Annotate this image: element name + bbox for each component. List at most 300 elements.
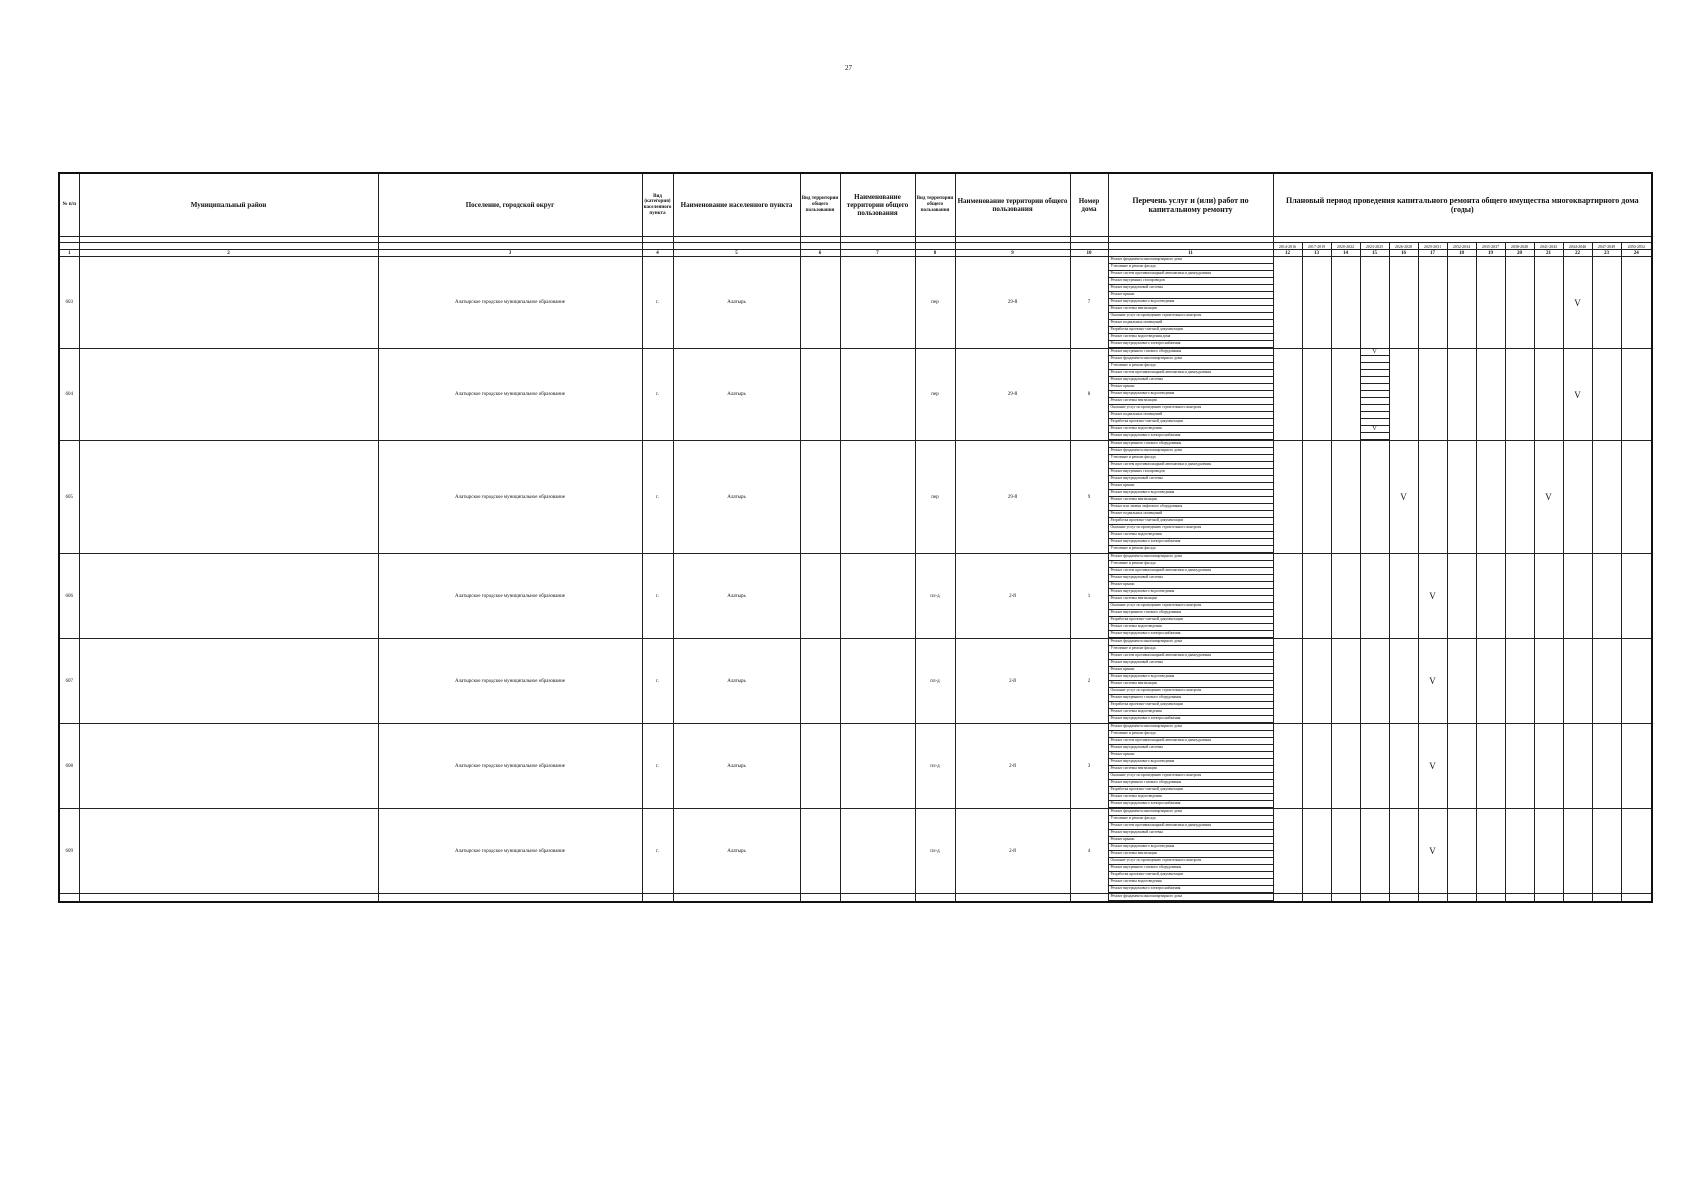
period-cell [1360, 809, 1389, 894]
year-range-cell: 2014-2016 [1273, 243, 1302, 250]
row-number: 605 [59, 441, 79, 554]
work-item: Ремонт фундамента многоквартирного дома [1109, 448, 1273, 455]
work-item: Ремонт фундамента многоквартирного дома [1109, 356, 1273, 363]
year-range-cell: 2041-2043 [1534, 243, 1563, 250]
work-item: Ремонт фундамента многоквартирного дома [1109, 554, 1273, 561]
year-range-cell: 2044-2046 [1563, 243, 1592, 250]
column-number-cell: 23 [1592, 250, 1621, 257]
work-item: Ремонт внутридомового водоотведения [1109, 589, 1273, 596]
period-cell [1592, 639, 1621, 724]
row-street-kind: пл-д [915, 809, 955, 894]
row-house-number: 4 [1070, 809, 1108, 894]
period-cell [1389, 894, 1418, 903]
period-cell [1302, 809, 1331, 894]
work-item: Утепление и ремонт фасада [1109, 455, 1273, 462]
period-cell [1302, 554, 1331, 639]
row-number: 609 [59, 809, 79, 894]
row-house-number: 3 [1070, 724, 1108, 809]
row-house-number: 2 [1070, 639, 1108, 724]
row-number: 604 [59, 349, 79, 441]
row-locality: Алатырь [673, 809, 800, 894]
row-house-number: 9 [1070, 441, 1108, 554]
work-item: Ремонт системы водоотведения [1109, 532, 1273, 539]
row-works-list [1108, 441, 1273, 554]
work-item: Ремонт внутридомового водоотведения [1109, 490, 1273, 497]
period-cell [1360, 554, 1389, 639]
period-cell [1476, 809, 1505, 894]
year-range-cell: 2026-2028 [1389, 243, 1418, 250]
work-item: Ремонт внутридомового электроснабжения [1109, 539, 1273, 546]
period-cell [1389, 554, 1418, 639]
table-row [59, 724, 1652, 809]
work-item: Оказание услуг по проведению строительного контроля [1109, 405, 1273, 412]
period-cell [1273, 639, 1302, 724]
column-number-cell: 19 [1476, 250, 1505, 257]
work-item: Разработка проектно-сметной документации [1109, 872, 1273, 879]
work-item: Ремонт систем противопожарной автоматики и дымоудаления [1109, 370, 1273, 377]
period-cell [1447, 554, 1476, 639]
table-row [59, 349, 1652, 441]
period-mark-cell: V [1563, 257, 1592, 349]
column-number-cell: 15 [1360, 250, 1389, 257]
period-cell [1389, 809, 1418, 894]
period-cell [1621, 554, 1652, 639]
row-works-list [1108, 349, 1273, 441]
table-row [59, 639, 1652, 724]
row-street-kind: пл-д [915, 554, 955, 639]
row-locality: Алатырь [673, 349, 800, 441]
work-item: Оказание услуг по проведению строительного контроля [1109, 773, 1273, 780]
row-locality: Алатырь [673, 724, 800, 809]
work-item: Ремонт крыши [1109, 582, 1273, 589]
period-cell [1273, 894, 1302, 903]
period-subcell: V [1361, 426, 1389, 433]
work-item: Утепление и ремонт фасада [1109, 646, 1273, 653]
period-cell [1418, 257, 1447, 349]
period-mark-cell: V [1389, 441, 1418, 554]
row-street-name: 29-й [955, 349, 1070, 441]
period-cell [1273, 257, 1302, 349]
row-settlement: Алатырское городское муниципальное образование [378, 257, 642, 349]
work-item: Ремонт системы вентиляции [1109, 596, 1273, 603]
row-cell-empty [642, 894, 673, 903]
period-subcell: V [1361, 349, 1389, 356]
work-item: Ремонт крыши [1109, 752, 1273, 759]
column-number-cell: 14 [1331, 250, 1360, 257]
work-item: Оказание услуг по проведению строительного контроля [1109, 858, 1273, 865]
header-area-name: Наименование территории общего пользования [840, 173, 915, 237]
work-item: Ремонт внутридомового водоотведения [1109, 844, 1273, 851]
row-house-number: 1 [1070, 554, 1108, 639]
period-cell [1273, 809, 1302, 894]
period-cell [1476, 441, 1505, 554]
work-item: Утепление и ремонт фасада [1109, 546, 1273, 553]
work-item: Ремонт внутридомовой системы [1109, 830, 1273, 837]
work-item: Ремонт внутреннего газового оборудования [1109, 441, 1273, 448]
period-cell [1621, 441, 1652, 554]
year-range-cell: 2032-2034 [1447, 243, 1476, 250]
period-mark-cell: V [1563, 349, 1592, 441]
work-item: Ремонт систем противопожарной автоматики и дымоудаления [1109, 738, 1273, 745]
period-cell [1534, 639, 1563, 724]
period-cell [1534, 724, 1563, 809]
row-number: 608 [59, 724, 79, 809]
period-cell [1331, 554, 1360, 639]
period-subcell [1361, 412, 1389, 419]
column-number-cell: 16 [1389, 250, 1418, 257]
work-item: Утепление и ремонт фасада [1109, 264, 1273, 271]
work-item: Ремонт внутренних газопроводов [1109, 469, 1273, 476]
work-item: Ремонт внутреннего газового оборудования [1109, 780, 1273, 787]
row-district [79, 724, 378, 809]
work-item: Ремонт системы водоотведения дома [1109, 334, 1273, 341]
row-number: 607 [59, 639, 79, 724]
period-mark-cell: V [1418, 554, 1447, 639]
work-item: Ремонт внутридомовой системы [1109, 745, 1273, 752]
period-subcell [1361, 398, 1389, 405]
period-cell [1273, 441, 1302, 554]
period-cell [1592, 894, 1621, 903]
column-number-cell: 21 [1534, 250, 1563, 257]
table-row [59, 257, 1652, 349]
row-locality-kind: г. [642, 639, 673, 724]
period-cell [1389, 349, 1418, 441]
work-item: Ремонт внутридомовой системы [1109, 377, 1273, 384]
row-locality-kind: г. [642, 724, 673, 809]
period-cell [1302, 441, 1331, 554]
work-item: Ремонт подвальных помещений [1109, 320, 1273, 327]
period-subcell [1361, 419, 1389, 426]
period-subcell [1361, 433, 1389, 440]
year-range-cell: 2020-2022 [1331, 243, 1360, 250]
period-cell [1331, 894, 1360, 903]
column-number-cell: 4 [642, 250, 673, 257]
row-cell-empty [378, 894, 642, 903]
table-row [59, 441, 1652, 554]
work-item: Ремонт внутридомовой системы [1109, 660, 1273, 667]
period-mark-cell: V [1534, 441, 1563, 554]
period-cell [1505, 554, 1534, 639]
table-row-partial [59, 894, 1652, 903]
period-cell [1563, 554, 1592, 639]
work-item: Ремонт системы вентиляции [1109, 306, 1273, 313]
row-settlement: Алатырское городское муниципальное образование [378, 639, 642, 724]
header-settlement: Поселение, городской округ [378, 173, 642, 237]
header-number: № п/п [59, 173, 79, 237]
row-locality: Алатырь [673, 554, 800, 639]
work-item: Ремонт системы водоотведения [1109, 879, 1273, 886]
work-item: Ремонт внутридомового водоотведения [1109, 391, 1273, 398]
row-locality-kind: г. [642, 809, 673, 894]
work-item: Ремонт крыши [1109, 837, 1273, 844]
period-cell [1360, 257, 1389, 349]
work-item: Ремонт системы водоотведения [1109, 794, 1273, 801]
row-area-kind [800, 554, 840, 639]
period-cell [1418, 441, 1447, 554]
table-row [59, 809, 1652, 894]
row-locality-kind: г. [642, 441, 673, 554]
period-cell [1418, 349, 1447, 441]
row-number: 603 [59, 257, 79, 349]
period-cell [1534, 257, 1563, 349]
row-settlement: Алатырское городское муниципальное образование [378, 441, 642, 554]
table-row [59, 554, 1652, 639]
work-item: Утепление и ремонт фасада [1109, 731, 1273, 738]
work-item: Ремонт внутридомового электроснабжения [1109, 341, 1273, 348]
column-number-cell: 12 [1273, 250, 1302, 257]
work-item: Ремонт подвальных помещений [1109, 412, 1273, 419]
work-item: Ремонт внутридомового водоотведения [1109, 674, 1273, 681]
period-cell [1534, 809, 1563, 894]
period-cell [1447, 639, 1476, 724]
row-cell-empty [673, 894, 800, 903]
period-cell [1505, 724, 1534, 809]
column-number-cell: 2 [79, 250, 378, 257]
year-range-cell: 2038-2040 [1505, 243, 1534, 250]
row-area-kind [800, 441, 840, 554]
period-cell [1389, 639, 1418, 724]
period-cell [1302, 639, 1331, 724]
column-number-cell: 10 [1070, 250, 1108, 257]
period-cell [1331, 441, 1360, 554]
period-cell [1447, 349, 1476, 441]
work-item: Ремонт внутреннего газового оборудования [1109, 610, 1273, 617]
period-cell [1447, 441, 1476, 554]
work-item: Утепление и ремонт фасада [1109, 561, 1273, 568]
work-item: Ремонт системы вентиляции [1109, 681, 1273, 688]
work-item: Разработка проектно-сметной документации [1109, 617, 1273, 624]
period-subcell [1361, 377, 1389, 384]
period-cell [1389, 724, 1418, 809]
period-cell [1563, 639, 1592, 724]
column-number-cell: 3 [378, 250, 642, 257]
row-locality: Алатырь [673, 639, 800, 724]
work-item: Ремонт подвальных помещений [1109, 511, 1273, 518]
work-item: Ремонт или замена лифтового оборудования [1109, 504, 1273, 511]
work-item: Ремонт крыши [1109, 384, 1273, 391]
period-cell [1563, 724, 1592, 809]
period-cell [1621, 257, 1652, 349]
row-works-list [1108, 724, 1273, 809]
work-item: Ремонт внутридомовой системы [1109, 285, 1273, 292]
capital-repair-register-table [58, 172, 1653, 903]
work-item: Ремонт крыши [1109, 292, 1273, 299]
row-house-number: 8 [1070, 349, 1108, 441]
period-subcell [1361, 370, 1389, 377]
row-street-kind: пер [915, 441, 955, 554]
period-cell [1447, 724, 1476, 809]
work-item: Ремонт системы водоотведения [1109, 709, 1273, 716]
work-item: Ремонт фундамента многоквартирного дома [1109, 639, 1273, 646]
period-cell [1592, 441, 1621, 554]
column-number-cell: 22 [1563, 250, 1592, 257]
period-cell [1331, 724, 1360, 809]
period-cell [1360, 894, 1389, 903]
column-number-cell: 9 [955, 250, 1070, 257]
row-area-kind [800, 257, 840, 349]
column-number-cell: 6 [800, 250, 840, 257]
period-cell [1360, 724, 1389, 809]
period-cell [1302, 894, 1331, 903]
period-subcell [1361, 391, 1389, 398]
work-item: Ремонт внутридомового электроснабжения [1109, 716, 1273, 723]
period-cell [1505, 639, 1534, 724]
row-street-name: 2-й [955, 554, 1070, 639]
period-subcell [1361, 356, 1389, 363]
work-item: Оказание услуг по проведению строительного контроля [1109, 688, 1273, 695]
row-area-name [840, 257, 915, 349]
work-item: Ремонт системы водоотведения [1109, 426, 1273, 433]
period-cell [1621, 349, 1652, 441]
row-locality: Алатырь [673, 257, 800, 349]
work-item: Ремонт фундамента многоквартирного дома [1109, 894, 1273, 901]
column-number-cell: 20 [1505, 250, 1534, 257]
period-mark-cell: V [1418, 724, 1447, 809]
row-street-kind: пер [915, 349, 955, 441]
year-range-cell: 2035-2037 [1476, 243, 1505, 250]
period-cell [1621, 724, 1652, 809]
row-locality: Алатырь [673, 441, 800, 554]
row-cell-empty [59, 894, 79, 903]
period-cell [1302, 724, 1331, 809]
period-cell [1505, 441, 1534, 554]
work-item: Ремонт внутреннего газового оборудования [1109, 695, 1273, 702]
work-item: Оказание услуг по проведению строительного контроля [1109, 525, 1273, 532]
period-cell [1563, 894, 1592, 903]
row-street-kind: пл-д [915, 724, 955, 809]
row-district [79, 639, 378, 724]
period-cell [1273, 554, 1302, 639]
row-settlement: Алатырское городское муниципальное образование [378, 554, 642, 639]
row-cell-empty [79, 894, 378, 903]
period-cell [1592, 349, 1621, 441]
work-item: Разработка проектно-сметной документации [1109, 518, 1273, 525]
period-cell [1273, 724, 1302, 809]
column-number-cell: 13 [1302, 250, 1331, 257]
period-cell [1302, 257, 1331, 349]
work-item: Ремонт внутридомового электроснабжения [1109, 631, 1273, 638]
row-district [79, 257, 378, 349]
period-subcells [1360, 349, 1389, 441]
work-item: Оказание услуг по проведению строительного контроля [1109, 313, 1273, 320]
row-house-number: 7 [1070, 257, 1108, 349]
work-item: Разработка проектно-сметной документации [1109, 419, 1273, 426]
work-item: Ремонт внутридомового водоотведения [1109, 759, 1273, 766]
period-cell [1447, 809, 1476, 894]
work-item: Ремонт внутридомового электроснабжения [1109, 433, 1273, 440]
row-settlement: Алатырское городское муниципальное образование [378, 349, 642, 441]
period-cell [1476, 349, 1505, 441]
header-locality-kind: Вид (категория) населенного пункта [642, 173, 673, 237]
work-item: Ремонт внутридомового водоотведения [1109, 299, 1273, 306]
work-item: Ремонт систем противопожарной автоматики и дымоудаления [1109, 823, 1273, 830]
column-number-cell: 5 [673, 250, 800, 257]
row-works-list [1108, 809, 1273, 894]
period-cell [1592, 724, 1621, 809]
work-item: Ремонт внутренних газопроводов [1109, 278, 1273, 285]
work-item: Утепление и ремонт фасада [1109, 816, 1273, 823]
work-item: Ремонт систем противопожарной автоматики и дымоудаления [1109, 271, 1273, 278]
row-settlement: Алатырское городское муниципальное образование [378, 724, 642, 809]
header-area-kind: Вид территории общего пользования [800, 173, 840, 237]
period-cell [1273, 349, 1302, 441]
period-cell [1505, 894, 1534, 903]
period-cell [1476, 554, 1505, 639]
row-street-name: 29-й [955, 441, 1070, 554]
row-street-name: 29-й [955, 257, 1070, 349]
work-item: Ремонт крыши [1109, 483, 1273, 490]
header-locality: Наименование населенного пункта [673, 173, 800, 237]
work-item: Ремонт систем противопожарной автоматики и дымоудаления [1109, 462, 1273, 469]
row-cell-empty [1070, 894, 1108, 903]
work-item: Ремонт внутридомовой системы [1109, 476, 1273, 483]
row-street-kind: пер [915, 257, 955, 349]
period-mark-cell: V [1418, 639, 1447, 724]
column-numbers-row [59, 250, 1652, 257]
work-item: Ремонт внутридомового электроснабжения [1109, 801, 1273, 808]
work-item: Разработка проектно-сметной документации [1109, 327, 1273, 334]
work-item: Ремонт фундамента многоквартирного дома [1109, 809, 1273, 816]
work-item: Ремонт системы вентиляции [1109, 851, 1273, 858]
row-cell-empty [955, 894, 1070, 903]
work-item: Ремонт внутреннего газового оборудования [1109, 865, 1273, 872]
row-works-list [1108, 894, 1273, 903]
period-cell [1331, 257, 1360, 349]
work-item: Ремонт систем противопожарной автоматики и дымоудаления [1109, 653, 1273, 660]
row-area-name [840, 441, 915, 554]
row-area-name [840, 639, 915, 724]
work-item: Ремонт системы вентиляции [1109, 766, 1273, 773]
period-cell [1476, 639, 1505, 724]
year-range-cell: 2047-2049 [1592, 243, 1621, 250]
period-cell [1447, 894, 1476, 903]
work-item: Утепление и ремонт фасада [1109, 363, 1273, 370]
period-cell [1563, 441, 1592, 554]
work-item: Разработка проектно-сметной документации [1109, 702, 1273, 709]
work-item: Ремонт крыши [1109, 667, 1273, 674]
column-number-cell: 24 [1621, 250, 1652, 257]
period-cell [1621, 809, 1652, 894]
row-street-kind: пл-д [915, 639, 955, 724]
work-item: Ремонт внутридомовой системы [1109, 575, 1273, 582]
period-cell [1331, 809, 1360, 894]
row-area-kind [800, 809, 840, 894]
row-number: 606 [59, 554, 79, 639]
header-street-kind: Вид территории общего пользования [915, 173, 955, 237]
period-cell [1534, 894, 1563, 903]
period-cell [1592, 554, 1621, 639]
period-subcell [1361, 363, 1389, 370]
period-cell [1592, 809, 1621, 894]
work-item: Ремонт внутридомового электроснабжения [1109, 886, 1273, 893]
row-settlement: Алатырское городское муниципальное образование [378, 809, 642, 894]
header-planned-period: Плановый период проведения капитального ремонта общего имущества многоквартирного дома (годы) [1273, 173, 1652, 237]
column-number-cell: 17 [1418, 250, 1447, 257]
period-cell [1476, 257, 1505, 349]
period-cell [1331, 349, 1360, 441]
row-street-name: 2-й [955, 724, 1070, 809]
row-works-list [1108, 554, 1273, 639]
column-number-cell: 11 [1108, 250, 1273, 257]
row-cell-empty [840, 894, 915, 903]
period-cell [1621, 894, 1652, 903]
column-number-cell: 18 [1447, 250, 1476, 257]
header-house-number: Номер дома [1070, 173, 1108, 237]
header-works-list: Перечень услуг и (или) работ по капитальному ремонту [1108, 173, 1273, 237]
period-cell [1505, 809, 1534, 894]
work-item: Ремонт внутреннего газового оборудования [1109, 349, 1273, 356]
row-district [79, 349, 378, 441]
